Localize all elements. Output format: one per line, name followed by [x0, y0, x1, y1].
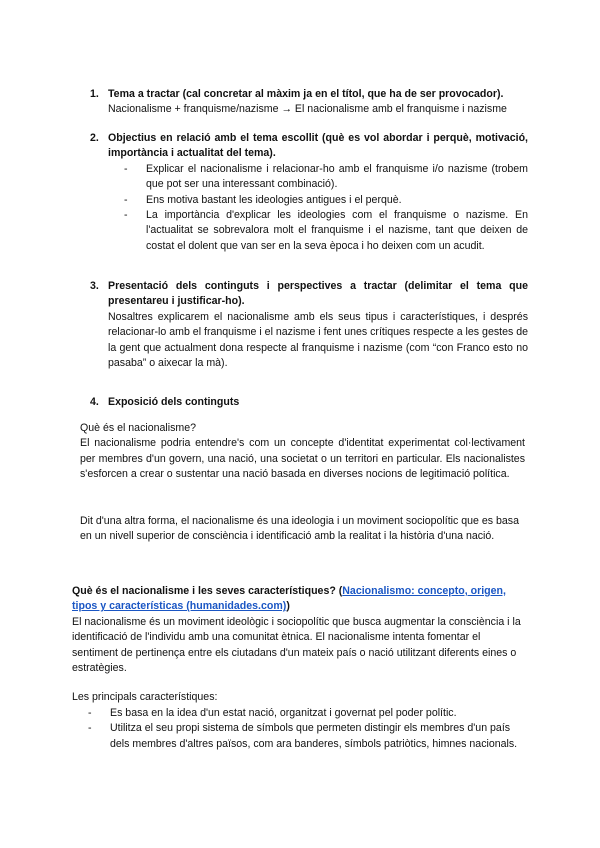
item-4: [108, 395, 528, 410]
item-3-text: Nosaltres explicarem el nacionalisme amb els seus tipus i característiques, i després relacionar-lo amb el franquisme i el nazisme i fent unes crítiques respecte a les gestes de la gent que actualment dona respecte al franquisme i nazisme (com “con Franco esto no pasaba” o aixecar la mà).: [108, 310, 528, 370]
item-1-title: Tema a tractar (cal concretar al màxim ja en el títol, que ha de ser provocador).: [108, 88, 504, 100]
item-3-title: Presentació dels continguts i perspectives a tractar (delimitar el tema que presentareu i justificar-ho).: [108, 280, 528, 308]
item-2-number: 2.: [90, 132, 99, 144]
item-2: [108, 131, 528, 254]
source-link[interactable]: Nacionalismo: concepto, origen, tipos y características (humanidades.com): [72, 585, 506, 613]
exposicio-section: [80, 421, 525, 483]
list-item: - Explicar el nacionalisme i relacionar-ho amb el franquisme i/o nazisme (trobem que pot ser una interessant combinació).: [108, 162, 528, 193]
spacer: [72, 676, 528, 682]
item-4-number: 4.: [90, 396, 99, 408]
characteristics-paragraph: El nacionalisme és un moviment ideològic i sociopolític que busca augmentar la consciència i la identificació de l'individu amb una comunitat ètnica. El nacionalisme intenta fomentar el sentiment de pertinença entre els ciutadans d'un mateix país o nació utilitzant diferents eines o estratègies.: [72, 615, 521, 675]
exposicio-question: Què és el nacionalisme?: [80, 422, 197, 434]
item-4-title: Exposició dels continguts: [108, 396, 240, 408]
item-1: [108, 87, 528, 118]
list-item: - Es basa en la idea d'un estat nació, organitzat i governat pel poder polític.: [72, 706, 528, 721]
item-3: [108, 279, 528, 371]
list-item: - La importància d'explicar les ideologies com el franquisme o nazisme. En l'actualitat se sobrevalora molt el franquisme i el nazisme, tant que deixen de costat el dolent que van ser en la seva època i ho deixen com un acudit.: [108, 208, 528, 254]
characteristics-section: [72, 584, 528, 752]
item-2-bullet-list: [108, 162, 528, 254]
exposicio-paragraph-2: Dit d'una altra forma, el nacionalisme és una ideologia i un moviment sociopolític que es basa en un nivell superior de consciència i identificació amb la realitat i la història d'una nació.: [80, 515, 519, 543]
exposicio-paragraph-2-wrap: [80, 514, 520, 545]
exposicio-paragraph-1: El nacionalisme podria entendre's com un concepte d'identitat experimentat col·lectivament per membres d'un govern, una nació, una societat o un territori en particular. Els nacionalistes s'esforcen a crear o sustentar una nació basada en diverses nocions de legitimació política.: [80, 437, 525, 481]
characteristics-heading: [72, 584, 528, 615]
heading-suffix: ): [286, 600, 290, 613]
characteristics-list-intro: Les principals característiques:: [72, 691, 218, 704]
heading-prefix: Què és el nacionalisme i les seves característiques? (: [72, 585, 343, 597]
characteristics-bullet-list: [72, 706, 528, 752]
list-item: - Utilitza el seu propi sistema de símbols que permeten distingir els membres d'un país dels membres d'altres països, com ara banderes, símbols patriòtics, himnes nacionals.: [72, 721, 528, 752]
item-3-number: 3.: [90, 280, 99, 292]
item-1-number: 1.: [90, 88, 99, 100]
list-item: - Ens motiva bastant les ideologies antigues i el perquè.: [108, 193, 528, 208]
item-2-title: Objectius en relació amb el tema escollit (què es vol abordar i perquè, motivació, importància i actualitat del tema).: [108, 132, 528, 160]
item-1-text: Nacionalisme + franquisme/nazisme → El nacionalisme amb el franquisme i nazisme: [108, 103, 507, 116]
